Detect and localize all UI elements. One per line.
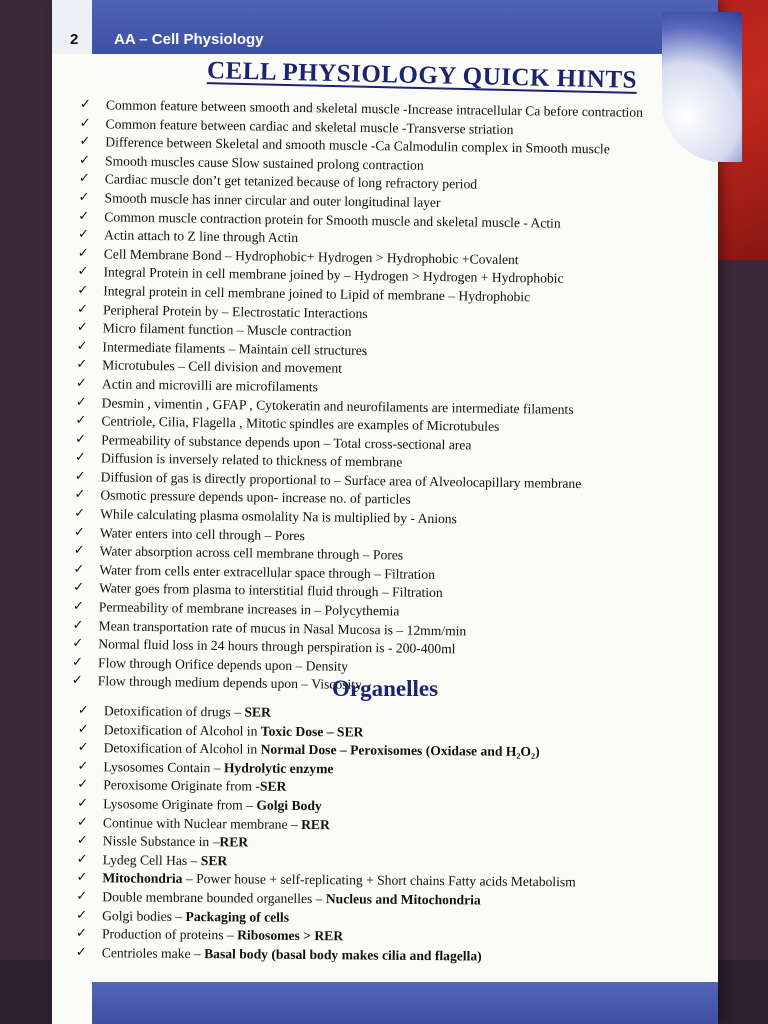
checkmark-icon: ✓ <box>79 96 91 113</box>
organelle-text-plain: Continue with Nuclear membrane – <box>102 814 302 832</box>
hint-text: Actin attach to Z line through Actin <box>103 227 299 246</box>
checkmark-icon: ✓ <box>79 115 91 131</box>
organelle-text-bold: SER <box>244 704 271 720</box>
organelle-text-bold: Packaging of cells <box>185 908 290 925</box>
hint-text: Water goes from plasma to interstitial fluid through – Filtration <box>99 580 443 601</box>
organelle-text <box>103 777 286 797</box>
hint-text: Common feature between cardiac and skeletal muscle -Transverse striation <box>105 115 514 137</box>
checkmark-icon: ✓ <box>72 617 84 633</box>
page-title-text: CELL PHYSIOLOGY QUICK HINTS <box>206 57 638 94</box>
organelle-text <box>103 758 333 779</box>
checkmark-icon: ✓ <box>76 320 88 336</box>
checkmark-icon: ✓ <box>78 189 90 206</box>
checkmark-icon: ✓ <box>75 926 87 942</box>
hint-text: Common feature between smooth and skeletal muscle -Increase intracellular Ca before contraction <box>105 97 644 120</box>
organelle-text <box>102 944 482 966</box>
checkmark-icon: ✓ <box>73 561 85 577</box>
checkmark-icon: ✓ <box>77 721 89 737</box>
checkmark-icon: ✓ <box>72 636 84 652</box>
hint-text: Difference between Skeletal and smooth muscle -Ca Calmodulin complex in Smooth muscle <box>105 134 610 157</box>
checkmark-icon: ✓ <box>77 245 89 261</box>
hint-text: Water enters into cell through – Pores <box>99 524 306 543</box>
organelle-text <box>102 925 343 946</box>
organelle-text-plain: Peroxisome Originate from - <box>103 777 261 794</box>
organelle-text <box>103 832 249 852</box>
checkmark-icon: ✓ <box>76 301 89 317</box>
organelle-text-bold: RER <box>219 834 249 850</box>
checkmark-icon: ✓ <box>75 431 87 447</box>
checkmark-icon: ✓ <box>72 598 84 615</box>
organelle-text <box>103 795 322 816</box>
checkmark-icon: ✓ <box>76 338 88 354</box>
checkmark-icon: ✓ <box>76 833 88 849</box>
checkmark-icon: ✓ <box>73 580 85 596</box>
organelle-text-plain: Centrioles make – <box>101 944 205 961</box>
hint-text: Desmin , vimentin , GFAP , Cytokeratin and neurofilaments are intermediate filaments <box>101 394 574 417</box>
hint-text: While calculating plasma osmolality Na is multiplied by - Anions <box>100 506 458 527</box>
organelle-text-plain: Lydeg Cell Has – <box>102 851 201 868</box>
hint-text: Water absorption across cell membrane through – Pores <box>99 543 404 563</box>
checkmark-icon: ✓ <box>78 171 90 187</box>
hint-text: Normal fluid loss in 24 hours through perspiration is - 200-400ml <box>98 636 456 657</box>
hint-text: Mean transportation rate of mucus in Nasal Mucosa is – 12mm/min <box>98 617 467 639</box>
organelle-text <box>102 907 289 927</box>
hint-text: Cell Membrane Bond – Hydrophobic+ Hydrogen > Hydrophobic +Covalent <box>103 246 519 267</box>
organelles-heading: Organelles <box>332 676 439 701</box>
organelle-text <box>104 702 271 722</box>
hint-text: Osmotic pressure depends upon- increase no. of particles <box>100 487 411 508</box>
organelle-text-plain: Double membrane bounded organelles – <box>102 889 326 907</box>
organelle-text <box>104 721 364 742</box>
organelle-text-plain: Lysosome Originate from – <box>103 796 257 813</box>
organelle-text-bold: Ribosomes > RER <box>237 927 344 944</box>
checkmark-icon: ✓ <box>76 870 88 886</box>
running-title: AA – Cell Physiology <box>114 31 264 48</box>
organelle-text-plain: Golgi bodies – <box>102 907 186 924</box>
hint-text: Water from cells enter extracellular space through – Filtration <box>99 562 436 582</box>
checkmark-icon: ✓ <box>75 413 87 429</box>
organelle-text-plain: Lysosomes Contain – <box>103 759 224 776</box>
checkmark-icon: ✓ <box>76 907 88 923</box>
organelle-text-bold: Mitochondria <box>102 870 183 887</box>
checkmark-icon: ✓ <box>77 740 89 756</box>
organelle-text-plain: Detoxification of Alcohol in <box>103 740 261 757</box>
page-number: 2 <box>70 31 79 48</box>
organelle-text-plain: Nissle Substance in – <box>102 833 220 850</box>
checkmark-icon: ✓ <box>78 152 91 168</box>
checkmark-icon: ✓ <box>71 673 83 689</box>
hint-text: Integral Protein in cell membrane joined by – Hydrogen > Hydrogen + Hydrophobic <box>103 264 564 287</box>
book-page <box>52 0 718 1024</box>
checkmark-icon: ✓ <box>77 795 89 812</box>
checkmark-icon: ✓ <box>71 654 84 670</box>
hint-text: Microtubules – Cell division and movement <box>102 357 343 376</box>
hint-text: Centriole, Cilia, Flagella , Mitotic spindles are examples of Microtubules <box>101 413 500 434</box>
hint-text: Smooth muscles cause Slow sustained prolong contraction <box>104 153 424 173</box>
organelle-text-bold: RER <box>301 816 330 832</box>
organelle-text-bold: Hydrolytic enzyme <box>223 760 334 777</box>
checkmark-icon: ✓ <box>77 702 89 719</box>
checkmark-icon: ✓ <box>77 777 89 793</box>
hint-text: Peripheral Protein by – Electrostatic Interactions <box>102 301 368 321</box>
hint-text: Micro filament function – Muscle contraction <box>102 320 352 339</box>
checkmark-icon: ✓ <box>75 394 87 410</box>
checkmark-icon: ✓ <box>75 944 87 960</box>
checkmark-icon: ✓ <box>77 264 89 280</box>
hint-text: Cardiac muscle don’t get tetanized because of long refractory period <box>104 171 478 192</box>
checkmark-icon: ✓ <box>74 506 86 522</box>
checkmark-icon: ✓ <box>76 814 88 830</box>
organelle-text-plain: Production of proteins – <box>101 926 238 943</box>
organelle-text <box>103 851 228 871</box>
hint-text: Diffusion is inversely related to thickness of membrane <box>100 450 403 470</box>
checkmark-icon: ✓ <box>74 450 86 466</box>
checkmark-icon: ✓ <box>78 208 90 224</box>
checkmark-icon: ✓ <box>74 468 86 484</box>
hint-text: Permeability of substance depends upon – Total cross-sectional area <box>101 432 472 453</box>
hint-text: Smooth muscle has inner circular and outer longitudinal layer <box>104 190 441 211</box>
checkmark-icon: ✓ <box>76 851 88 867</box>
organelle-text-plain: Detoxification of drugs – <box>103 703 245 720</box>
organelle-text-bold: Golgi Body <box>256 797 322 814</box>
organelle-text-suffix: – Power house + self-replicating + Short chains Fatty acids Metabolism <box>182 871 576 890</box>
organelle-text-bold: Normal Dose – Peroxisomes (Oxidase and H₂O₂) <box>260 741 540 760</box>
page-title <box>162 56 683 96</box>
checkmark-icon: ✓ <box>73 524 85 540</box>
hint-text: Flow through medium depends upon – Viscosity <box>97 673 362 693</box>
checkmark-icon: ✓ <box>77 227 90 243</box>
checkmark-icon: ✓ <box>76 888 88 905</box>
hint-text: Flow through Orifice depends upon – Density <box>97 655 349 674</box>
hint-text: Permeability of membrane increases in – Polycythemia <box>98 599 400 619</box>
organelle-text-bold: SER <box>200 852 228 869</box>
organelle-text-plain: Detoxification of Alcohol in <box>103 721 261 739</box>
checkmark-icon: ✓ <box>74 487 86 503</box>
organelles-list <box>75 702 576 964</box>
checkmark-icon: ✓ <box>73 543 85 559</box>
hint-text: Intermediate filaments – Maintain cell structures <box>102 339 368 358</box>
organelle-text-bold: Toxic Dose – SER <box>260 723 364 740</box>
hint-text: Common muscle contraction protein for Smooth muscle and skeletal muscle - Actin <box>104 208 561 231</box>
footer-band <box>92 982 718 1024</box>
checkmark-icon: ✓ <box>75 375 87 392</box>
organelle-text-bold: SER <box>259 778 287 795</box>
organelle-text <box>103 814 330 835</box>
organelle-text-bold: Basal body (basal body makes cilia and flagella) <box>204 945 482 964</box>
hint-text: Actin and microvilli are microfilaments <box>101 376 318 395</box>
organelle-text-bold: Nucleus and Mitochondria <box>325 891 481 908</box>
checkmark-icon: ✓ <box>77 282 89 299</box>
checkmark-icon: ✓ <box>79 134 91 150</box>
checkmark-icon: ✓ <box>77 758 89 774</box>
hint-text: Diffusion of gas is directly proportional to – Surface area of Alveolocapillary membrane <box>100 469 582 491</box>
hint-text: Integral protein in cell membrane joined to Lipid of membrane – Hydrophobic <box>103 283 531 305</box>
checkmark-icon: ✓ <box>76 357 88 373</box>
